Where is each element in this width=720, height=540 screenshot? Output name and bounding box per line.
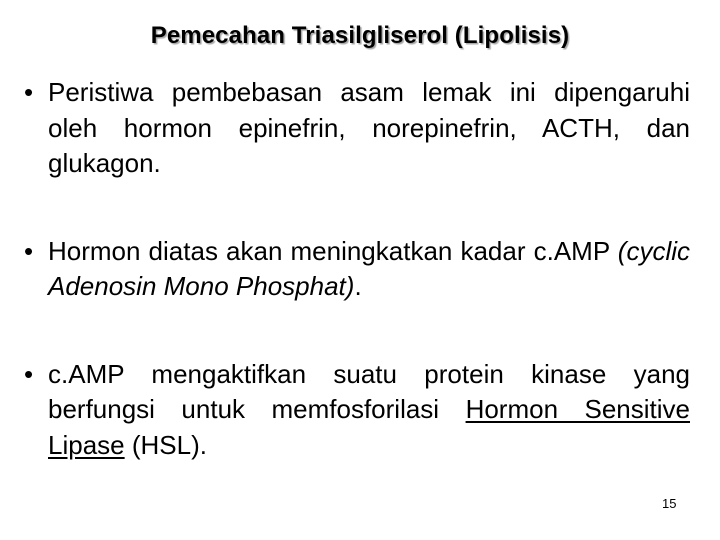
bullet-item-camp	[24, 234, 690, 305]
slide-title: Pemecahan Triasilgliserol (Lipolisis)	[150, 22, 570, 49]
bullet-text-underlined: Hormon Sensitive Lipase	[48, 394, 690, 460]
bullet-text-end: (HSL).	[124, 429, 207, 460]
bullet-item-kinase	[24, 357, 690, 464]
page-number: 15	[662, 496, 677, 511]
bullet-text: c.AMP mengaktifkan suatu protein kinase yang berfungsi untuk memfosforilasi	[48, 358, 690, 424]
bullet-text: Peristiwa pembebasan asam lemak ini dipengaruhi oleh hormon epinefrin, norepinefrin, ACTH, dan glukagon.	[48, 77, 690, 178]
bullet-icon: •	[24, 235, 34, 266]
bullet-list	[24, 75, 690, 463]
bullet-text-italic: (cyclic Adenosin Mono Phosphat)	[48, 235, 690, 301]
bullet-icon: •	[24, 77, 34, 107]
bullet-text: Hormon diatas akan meningkatkan kadar c.AMP	[48, 235, 618, 266]
bullet-text-end: .	[354, 271, 362, 301]
bullet-icon: •	[24, 358, 34, 389]
bullet-item-hormones	[24, 75, 690, 182]
